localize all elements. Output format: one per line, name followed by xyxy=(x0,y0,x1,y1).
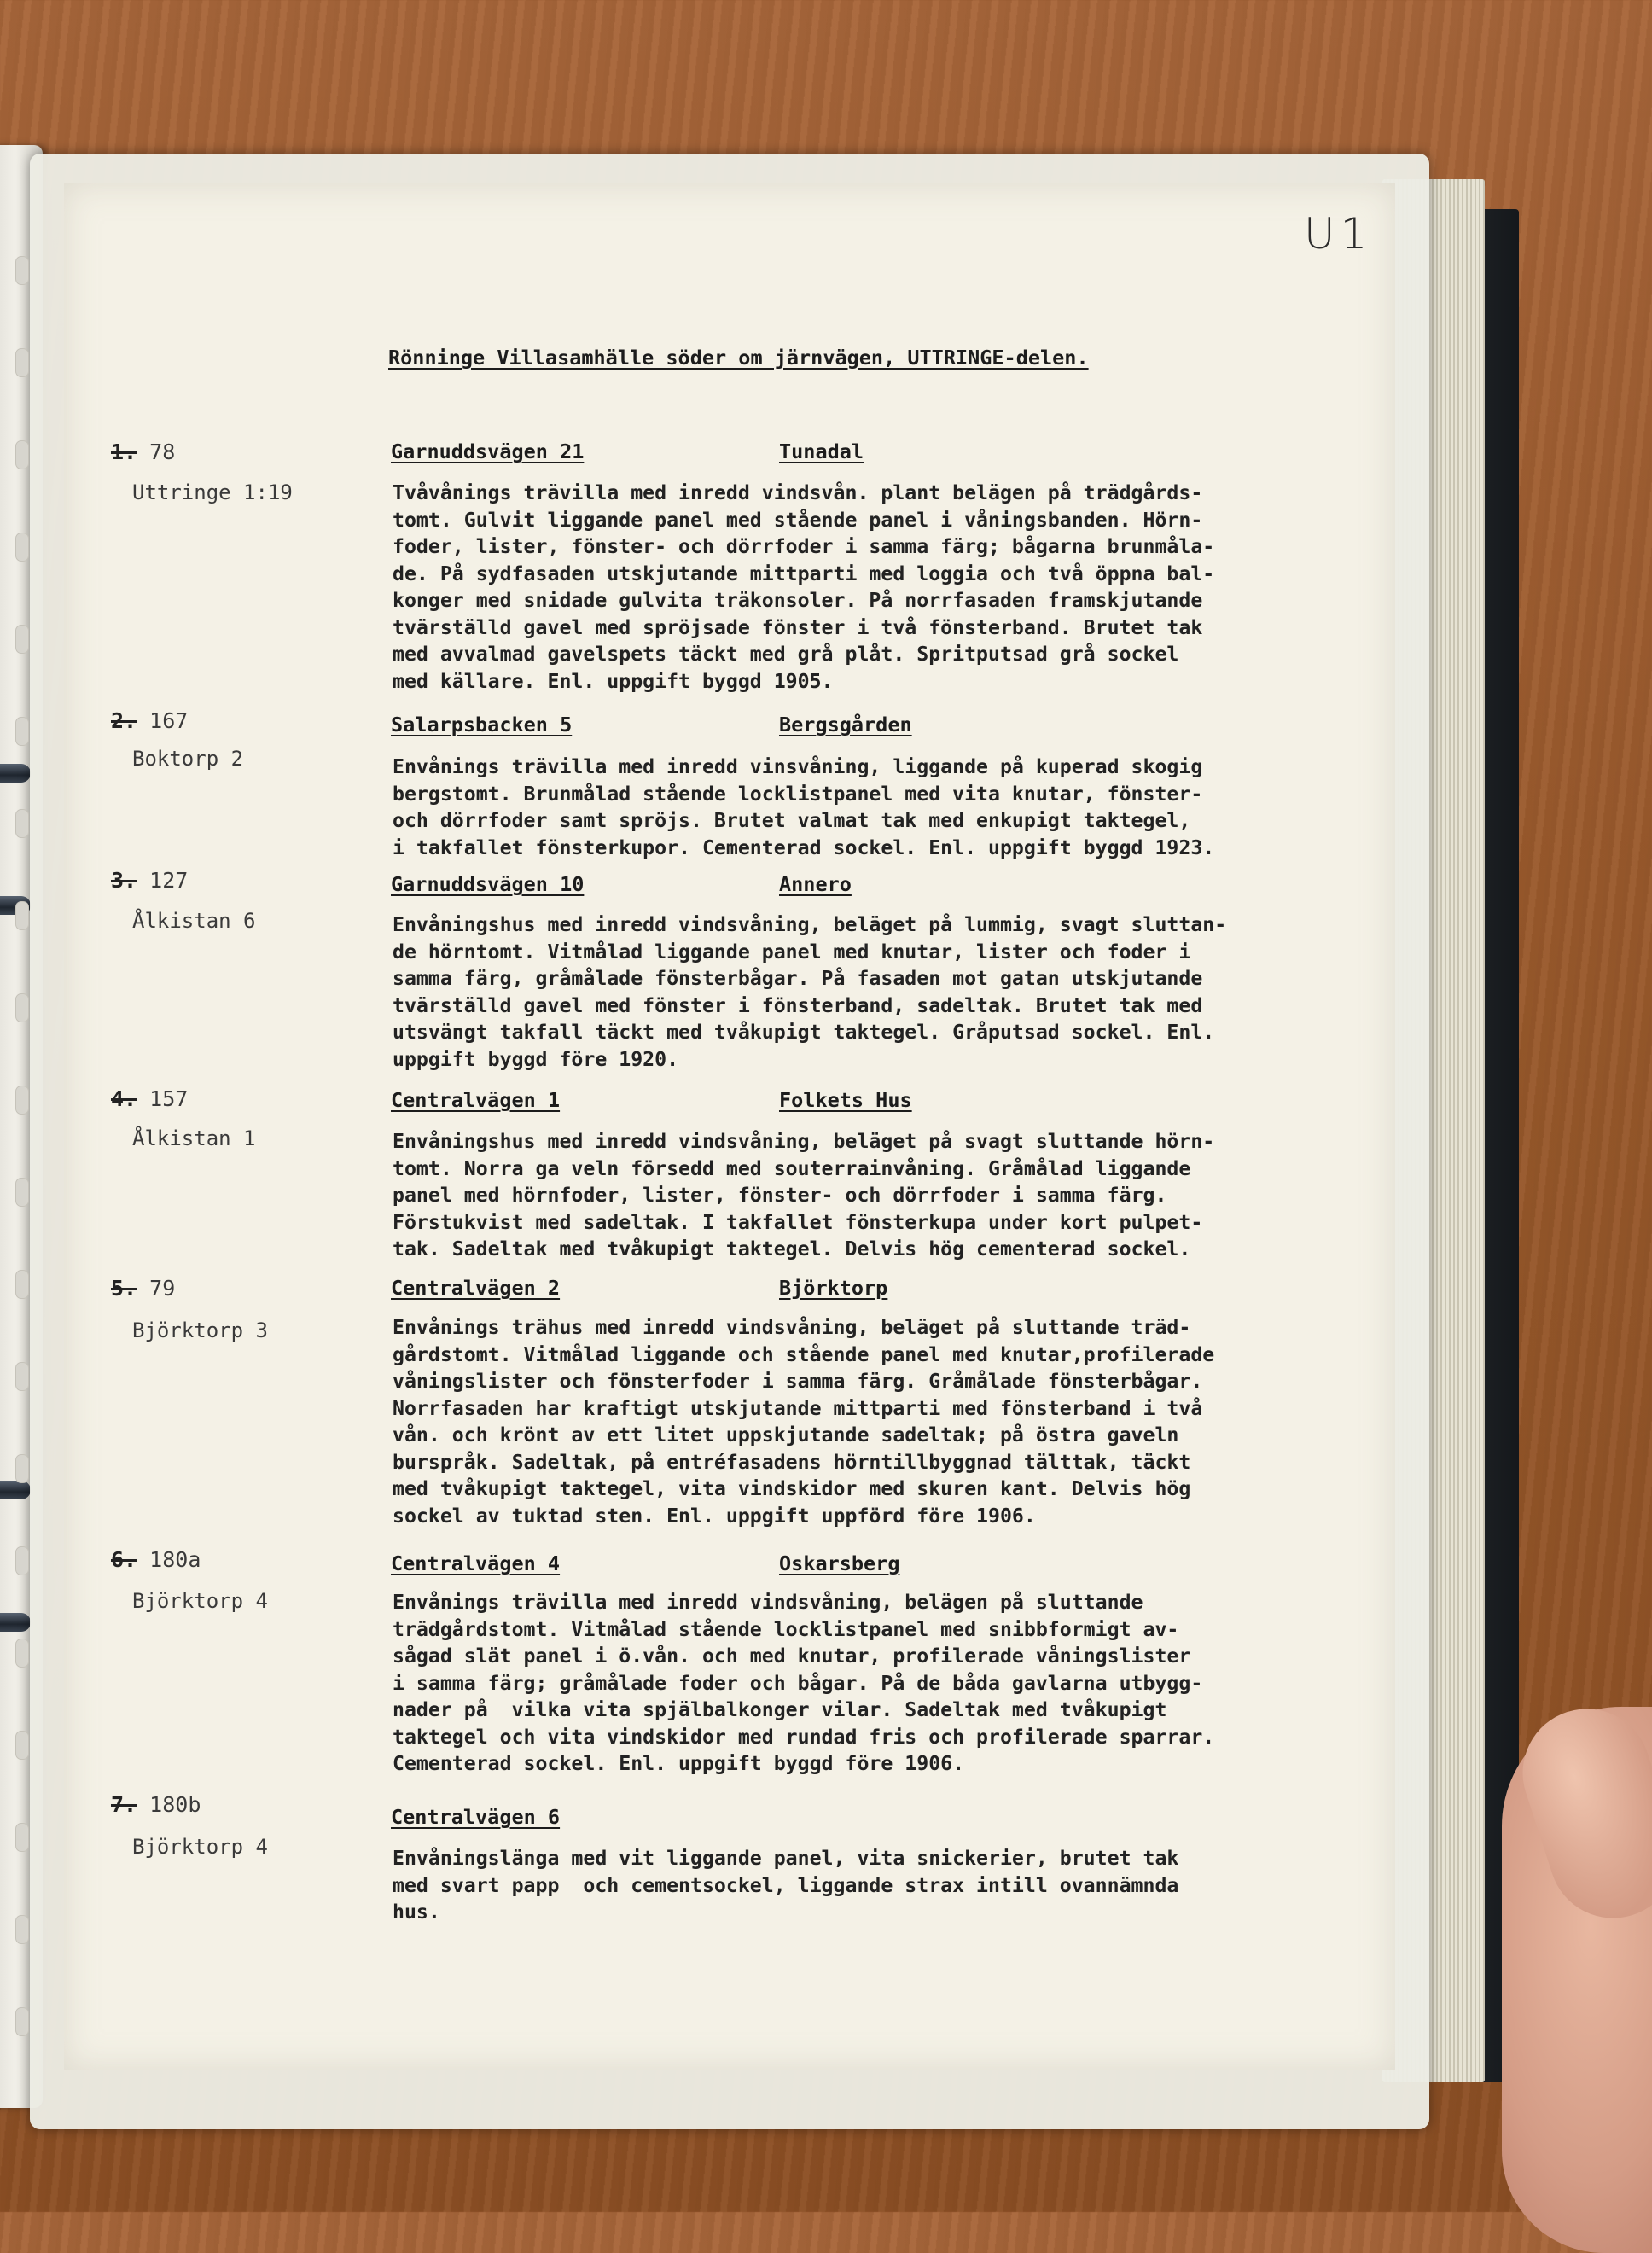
entry-number xyxy=(111,1276,175,1301)
punch-hole xyxy=(15,901,29,930)
punch-hole xyxy=(15,1546,29,1575)
house-name: Björktorp xyxy=(779,1276,888,1300)
description-line: trädgårdstomt. Vitmålad stående locklistpanel med snibbformigt av- xyxy=(393,1617,1179,1641)
description-line: i samma färg; gråmålade foder och bågar. På de båda gavlarna utbygg- xyxy=(393,1671,1203,1695)
binder-ring xyxy=(0,1481,31,1499)
entry-number xyxy=(111,708,188,733)
punch-hole xyxy=(15,625,29,654)
punch-hole xyxy=(15,1823,29,1852)
description-line: uppgift byggd före 1920. xyxy=(393,1047,679,1071)
new-number: 79 xyxy=(149,1276,176,1301)
description-line: Envåningshus med inredd vindsvåning, beläget på svagt sluttande hörn- xyxy=(393,1130,1215,1153)
description-line: Envånings trähus med inredd vindsvåning, beläget på sluttande träd- xyxy=(393,1316,1191,1339)
property-designation: Ålkistan 6 xyxy=(132,909,256,933)
house-name: Oskarsberg xyxy=(779,1551,900,1575)
punch-hole xyxy=(15,1639,29,1668)
crossed-out-number: 4. xyxy=(111,1086,137,1111)
punch-hole xyxy=(15,1731,29,1760)
page-code: U1 xyxy=(1304,209,1373,259)
description-line: tomt. Norra ga veln försedd med souterrainvåning. Gråmålad liggande xyxy=(393,1156,1191,1180)
punch-hole xyxy=(15,1086,29,1115)
description-line: med källare. Enl. uppgift byggd 1905. xyxy=(393,669,834,693)
punch-hole xyxy=(15,1270,29,1299)
punch-hole xyxy=(15,717,29,746)
description-line: Envåningshus med inredd vindsvåning, beläget på lummig, svagt sluttan- xyxy=(393,913,1227,936)
punch-hole xyxy=(15,1454,29,1483)
description-line: Norrfasaden har kraftigt utskjutande mittparti med fönsterband i två xyxy=(393,1396,1203,1420)
description-line: gårdstomt. Vitmålad liggande och stående panel med knutar,profilerade xyxy=(393,1342,1215,1366)
crossed-out-number: 3. xyxy=(111,868,137,893)
description-line: sockel av tuktad sten. Enl. uppgift uppförd före 1906. xyxy=(393,1504,1036,1528)
description-line: samma färg, gråmålade fönsterbågar. På fasaden mot gatan utskjutande xyxy=(393,967,1203,990)
crossed-out-number: 5. xyxy=(111,1276,137,1301)
entry-address: Centralvägen 2 xyxy=(391,1276,561,1300)
binder-ring xyxy=(0,1613,31,1632)
new-number: 78 xyxy=(149,440,176,464)
new-number: 127 xyxy=(149,868,189,893)
entry-number xyxy=(111,1792,201,1817)
description-line: vån. och krönt av ett litet uppskjutande sadeltak; på östra gaveln xyxy=(393,1423,1179,1447)
description-line: Cementerad sockel. Enl. uppgift byggd före 1906. xyxy=(393,1752,965,1775)
entry-number xyxy=(111,1547,201,1572)
description-line: med tvåkupigt taktegel, vita vindskidor med skuren kant. Delvis hög xyxy=(393,1477,1191,1500)
description-line: de. På sydfasaden utskjutande mittparti med loggia och två öppna bal- xyxy=(393,562,1215,585)
description-line: tvärställd gavel med fönster i fönsterband, sadeltak. Brutet tak med xyxy=(393,993,1203,1017)
description-line: bergstomt. Brunmålad stående locklistpanel med vita knutar, fönster- xyxy=(393,782,1203,806)
punch-hole xyxy=(15,533,29,562)
entry-address: Garnuddsvägen 10 xyxy=(391,872,585,896)
entry-address: Garnuddsvägen 21 xyxy=(391,440,585,463)
punch-hole xyxy=(15,2007,29,2036)
document-page xyxy=(64,183,1395,2070)
entry-number xyxy=(111,1086,188,1111)
description-line: Förstukvist med sadeltak. I takfallet fönsterkupa under kort pulpet- xyxy=(393,1210,1203,1234)
property-designation: Ålkistan 1 xyxy=(132,1126,256,1150)
description-line: våningslister och fönsterfoder i samma färg. Gråmålade fönsterbågar. xyxy=(393,1370,1203,1393)
description-line: konger med snidade gulvita träkonsoler. På norrfasaden framskjutande xyxy=(393,589,1203,612)
description-line: tomt. Gulvit liggande panel med stående panel i våningsbanden. Hörn- xyxy=(393,508,1203,532)
punch-hole xyxy=(15,1362,29,1391)
description-line: foder, lister, fönster- och dörrfoder i samma färg; bågarna brunmåla- xyxy=(393,535,1215,558)
description-line: och dörrfoder samt spröjs. Brutet valmat tak med enkupigt taktegel, xyxy=(393,809,1191,832)
entry-address: Centralvägen 6 xyxy=(391,1805,561,1829)
binder-ring xyxy=(0,764,31,783)
description-line: Envånings trävilla med inredd vinsvåning, liggande på kuperad skogig xyxy=(393,755,1203,778)
description-line: tvärställd gavel med spröjsade fönster i två fönsterband. Brutet tak xyxy=(393,615,1203,639)
description-line: Tvåvånings trävilla med inredd vindsvån. plant belägen på trädgårds- xyxy=(393,481,1203,504)
new-number: 167 xyxy=(149,708,189,733)
house-name: Bergsgården xyxy=(779,713,912,736)
description-line: hus. xyxy=(393,1901,440,1924)
entry-number xyxy=(111,440,175,464)
house-name: Folkets Hus xyxy=(779,1088,912,1112)
crossed-out-number: 1. xyxy=(111,440,137,464)
property-designation: Björktorp 3 xyxy=(132,1319,268,1342)
description-line: tak. Sadeltak med tvåkupigt taktegel. Delvis hög cementerad sockel. xyxy=(393,1237,1191,1260)
punch-hole xyxy=(15,348,29,377)
description-line: utsvängt takfall täckt med tvåkupigt taktegel. Gråputsad sockel. Enl. xyxy=(393,1021,1215,1044)
description-line: taktegel och vita vindskidor med rundad fris och profilerade sparrar. xyxy=(393,1725,1215,1749)
description-line: Envåningslänga med vit liggande panel, vita snickerier, brutet tak xyxy=(393,1847,1179,1870)
punch-hole xyxy=(15,993,29,1022)
house-name: Tunadal xyxy=(779,440,864,463)
description-line: med avvalmad gavelspets täckt med grå plåt. Spritputsad grå sockel xyxy=(393,643,1179,666)
description-line: med svart papp och cementsockel, liggande strax intill ovannämnda xyxy=(393,1873,1179,1897)
property-designation: Boktorp 2 xyxy=(132,747,244,771)
house-name: Annero xyxy=(779,872,852,896)
entry-address: Centralvägen 4 xyxy=(391,1551,561,1575)
description-line: panel med hörnfoder, lister, fönster- och dörrfoder i samma färg. xyxy=(393,1184,1167,1207)
property-designation: Uttringe 1:19 xyxy=(132,480,293,504)
crossed-out-number: 7. xyxy=(111,1792,137,1817)
punch-hole xyxy=(15,1178,29,1207)
description-line: sågad slät panel i ö.vån. och med knutar, profilerade våningslister xyxy=(393,1645,1191,1668)
new-number: 180a xyxy=(149,1547,201,1572)
entry-address: Centralvägen 1 xyxy=(391,1088,561,1112)
description-line: de hörntomt. Vitmålad liggande panel med knutar, lister och foder i xyxy=(393,940,1191,963)
property-designation: Björktorp 4 xyxy=(132,1835,268,1859)
document-title: Rönninge Villasamhälle söder om järnvägen, UTTRINGE-delen. xyxy=(388,346,1089,370)
entry-address: Salarpsbacken 5 xyxy=(391,713,573,736)
description-line: Envånings trävilla med inredd vindsvåning, belägen på sluttande xyxy=(393,1591,1143,1614)
punch-hole xyxy=(15,256,29,285)
punch-hole xyxy=(15,809,29,838)
description-line: burspråk. Sadeltak, på entréfasadens hörntillbyggnad tälttak, täckt xyxy=(393,1450,1191,1474)
description-line: i takfallet fönsterkupor. Cementerad sockel. Enl. uppgift byggd 1923. xyxy=(393,835,1215,859)
new-number: 180b xyxy=(149,1792,201,1817)
punch-hole xyxy=(15,440,29,469)
property-designation: Björktorp 4 xyxy=(132,1589,268,1613)
crossed-out-number: 6. xyxy=(111,1547,137,1572)
punch-hole xyxy=(15,1915,29,1944)
crossed-out-number: 2. xyxy=(111,708,137,733)
description-line: nader på vilka vita spjälbalkonger vilar. Sadeltak med tvåkupigt xyxy=(393,1698,1167,1721)
entry-number xyxy=(111,868,188,893)
new-number: 157 xyxy=(149,1086,189,1111)
